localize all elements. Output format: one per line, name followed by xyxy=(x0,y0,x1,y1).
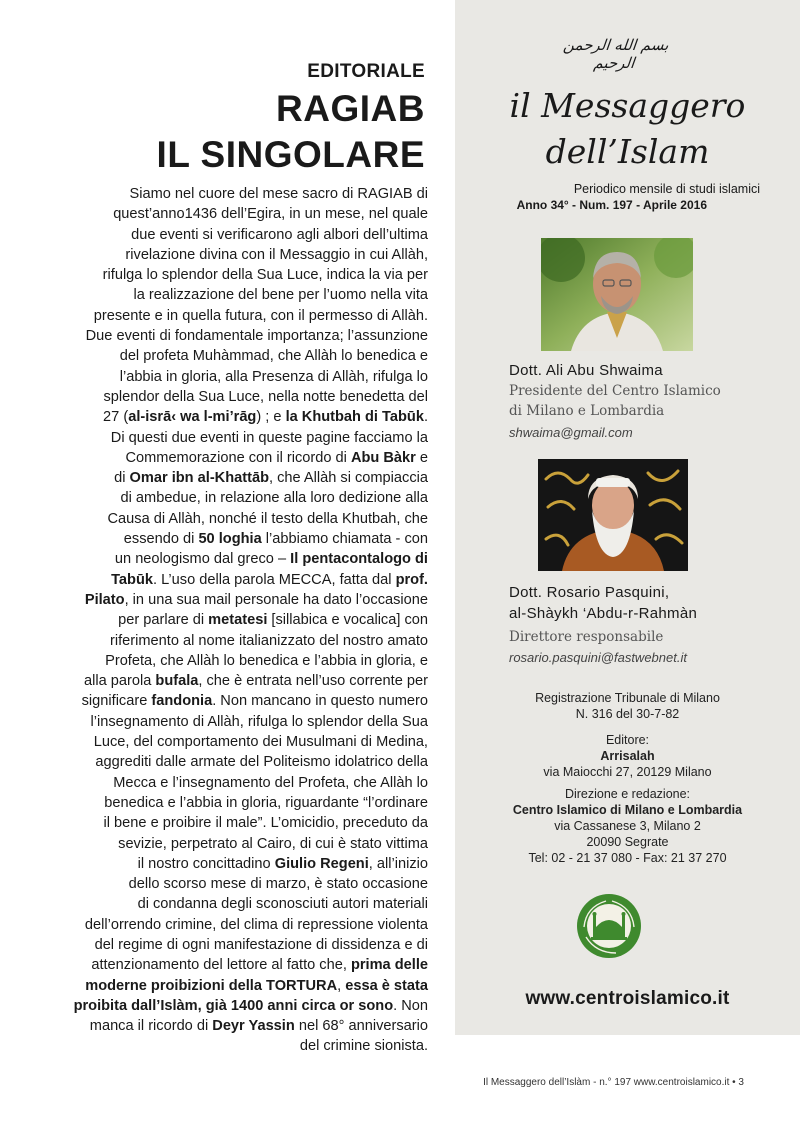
issue-info: Anno 34° - Num. 197 - Aprile 2016 xyxy=(516,198,707,212)
person2-email[interactable]: rosario.pasquini@fastwebnet.it xyxy=(509,650,687,665)
person2-role: Direttore responsabile xyxy=(509,629,664,645)
editorial-body-line: Mecca e l’insegnamento del Profeta, che Allàh lo xyxy=(113,774,428,791)
registration-line2: N. 316 del 30-7-82 xyxy=(575,707,680,721)
editorial-body-line: riferimento al nome italianizzato del nostro amato xyxy=(110,632,428,649)
editorial-body-emphasis: Omar ibn al-Khattāb xyxy=(129,470,269,487)
masthead-title-line1: il Messaggero xyxy=(509,86,746,125)
portrait-ali-abu-shwaima xyxy=(541,238,693,351)
editorial-body-emphasis: Il pentacontalogo di xyxy=(290,551,428,568)
editorial-body-line: Commemorazione con il ricordo di Abu Bàkr e xyxy=(125,449,428,466)
office-address2: 20090 Segrate xyxy=(586,835,669,849)
editorial-body-line: attenzionamento del lettore al fatto che, prima delle xyxy=(91,957,428,974)
masthead-title-line2: dell’Islam xyxy=(545,132,710,171)
editorial-body-emphasis: Pilato xyxy=(84,591,125,608)
editorial-body-line: il bene e proibire il male”. L’omicidio, preceduto da xyxy=(103,815,428,832)
editorial-body-emphasis: al-isrā‹ wa l-mi’rāg xyxy=(128,409,257,426)
editorial-body-line: alla parola bufala, che è entrata nell’uso corrente per xyxy=(84,673,428,690)
editorial-body xyxy=(24,184,428,1057)
editorial-body-emphasis: la Khutbah di Tabūk xyxy=(285,409,424,426)
editorial-body-line: per parlare di metatesi [sillabica e vocalica] con xyxy=(118,612,428,629)
registration-block xyxy=(455,690,800,722)
editorial-body-emphasis: fandonia xyxy=(151,693,213,710)
masthead-subtitle: Periodico mensile di studi islamici xyxy=(573,182,760,196)
editorial-body-line: benedica e l’abbia in gloria, riguardante “l’ordinare xyxy=(104,794,428,811)
editorial-body-line: due eventi si verificarono agli albori dell’ultima xyxy=(131,226,428,243)
centro-islamico-logo-icon xyxy=(576,893,642,959)
editorial-body-line: Causa di Allàh, nonché il testo della Khutbah, che xyxy=(107,510,428,527)
section-kicker: EDITORIALE xyxy=(307,61,425,82)
office-address1: via Cassanese 3, Milano 2 xyxy=(554,819,701,833)
editorial-body-line: aggrediti dalle armate del Politeismo idolatrico della xyxy=(95,754,428,771)
editorial-body-emphasis: proibita dall’Islàm, già 1400 anni circa or sono xyxy=(73,997,394,1014)
editorial-body-line: rivelazione divina con il Messaggio in cui Allàh, xyxy=(125,246,428,263)
editorial-body-emphasis: Abu Bàkr xyxy=(350,449,416,466)
publisher-label: Editore: xyxy=(605,733,650,747)
person1-role-line1: Presidente del Centro Islamico xyxy=(509,383,721,399)
office-name: Centro Islamico di Milano e Lombardia xyxy=(512,803,743,817)
office-phone: Tel: 02 - 21 37 080 - Fax: 21 37 270 xyxy=(528,851,727,865)
person1-role-line2: di Milano e Lombardia xyxy=(509,403,665,419)
editorial-body-line: dell’orrendo crimine, del clima di repressione violenta xyxy=(84,916,428,933)
publisher-block xyxy=(455,732,800,780)
editorial-body-line: di Omar ibn al-Khattāb, che Allàh si compiaccia xyxy=(114,470,428,487)
editorial-title xyxy=(157,86,425,178)
editorial-body-line: Tabūk. L’uso della parola MECCA, fatta dal prof. xyxy=(111,571,428,588)
editorial-body-line: Luce, del comportamento dei Musulmani di Medina, xyxy=(93,734,428,751)
editorial-body-emphasis: moderne proibizioni della TORTURA xyxy=(85,977,338,994)
editorial-body-line: splendor della Sua Luce, nella notte benedetta del xyxy=(103,388,428,405)
editorial-body-line: manca il ricordo di Deyr Yassin nel 68° anniversario xyxy=(89,1018,428,1035)
editorial-office-block xyxy=(455,786,800,866)
editorial-body-line: Pilato, in una sua mail personale ha dato l’occasione xyxy=(84,591,428,608)
editorial-body-emphasis: prof. xyxy=(395,571,428,588)
editorial-body-line: di condanna degli sconosciuti autori materiali xyxy=(137,896,428,913)
website-link[interactable]: www.centroislamico.it xyxy=(525,988,730,1009)
editorial-body-line: presente e in quella futura, con il permesso di Allàh. xyxy=(93,307,428,324)
editorial-body-emphasis: 50 loghia xyxy=(198,531,262,548)
office-label: Direzione e redazione: xyxy=(564,787,691,801)
person2-name-line1: Dott. Rosario Pasquini, xyxy=(509,584,670,601)
editorial-body-line: proibita dall’Islàm, già 1400 anni circa or sono. Non xyxy=(73,997,428,1014)
editorial-body-emphasis: bufala xyxy=(155,673,199,690)
person2-name-line2: al-Shàykh ‘Abdu-r-Rahmàn xyxy=(509,605,698,622)
editorial-body-line: essendo di 50 loghia l’abbiamo chiamata - con xyxy=(123,531,428,548)
publisher-name: Arrisalah xyxy=(600,749,655,763)
editorial-body-line: 27 (al-isrā‹ wa l-mi’rāg) ; e la Khutbah di Tabūk. xyxy=(103,409,428,426)
editorial-body-emphasis: Deyr Yassin xyxy=(212,1018,295,1035)
editorial-body-line: di ambedue, in relazione alla loro dedizione alla xyxy=(120,490,428,507)
editorial-body-line: del crimine sionista. xyxy=(299,1038,428,1055)
editorial-body-emphasis: Tabūk xyxy=(111,571,153,588)
editorial-body-line: un neologismo dal greco – Il pentacontalogo di xyxy=(114,551,428,568)
editorial-body-line: del regime di ogni manifestazione di dissidenza e di xyxy=(94,936,428,953)
editorial-body-line: il nostro concittadino Giulio Regeni, all’inizio xyxy=(137,855,428,872)
editorial-body-line: Siamo nel cuore del mese sacro di RAGIAB di xyxy=(129,186,428,202)
editorial-body-emphasis: Giulio Regeni xyxy=(274,855,369,872)
editorial-body-line: quest’anno1436 dell’Egira, in un mese, nel quale xyxy=(113,206,428,223)
person1-name: Dott. Ali Abu Shwaima xyxy=(509,362,663,379)
page-footer: Il Messaggero dell’Islàm - n.° 197 www.centroislamico.it • 3 xyxy=(483,1077,744,1088)
editorial-body-line: Di questi due eventi in queste pagine facciamo la xyxy=(110,429,428,446)
editorial-body-emphasis: prima delle xyxy=(350,957,428,974)
basmala: بسم الله الرحمن الرحيم xyxy=(562,36,670,72)
editorial-title-line2: IL SINGOLARE xyxy=(156,134,425,175)
editorial-title-line1: RAGIAB xyxy=(276,88,425,129)
editorial-body-line: significare fandonia. Non mancano in questo numero xyxy=(81,693,428,710)
person1-email[interactable]: shwaima@gmail.com xyxy=(509,425,633,440)
publisher-address: via Maiocchi 27, 20129 Milano xyxy=(543,765,712,779)
portrait-rosario-pasquini xyxy=(538,459,688,571)
editorial-body-line: Profeta, che Allàh lo benedica e l’abbia in gloria, e xyxy=(105,652,428,669)
editorial-body-line: moderne proibizioni della TORTURA, essa è stata xyxy=(85,977,428,994)
editorial-body-line: rifulga lo splendor della Sua Luce, indica la via per xyxy=(102,267,428,284)
editorial-body-line: la realizzazione del bene per l’uomo nella vita xyxy=(133,287,428,304)
registration-line1: Registrazione Tribunale di Milano xyxy=(535,691,720,705)
editorial-body-line: Due eventi di fondamentale importanza; l’assunzione xyxy=(85,328,428,345)
editorial-body-line: dello scorso mese di marzo, è stato occasione xyxy=(128,876,428,893)
editorial-body-emphasis: metatesi xyxy=(208,612,268,629)
editorial-body-line: del profeta Muhàmmad, che Allàh lo benedica e xyxy=(119,348,428,365)
editorial-body-line: l’abbia in gloria, alla Presenza di Allàh, rifulga lo xyxy=(119,368,428,385)
editorial-body-line: l’insegnamento di Allàh, rifulga lo splendor della Sua xyxy=(90,713,428,730)
editorial-body-line: sevizie, perpetrato al Cairo, di cui è stato vittima xyxy=(118,835,428,852)
editorial-body-emphasis: essa è stata xyxy=(345,977,428,994)
